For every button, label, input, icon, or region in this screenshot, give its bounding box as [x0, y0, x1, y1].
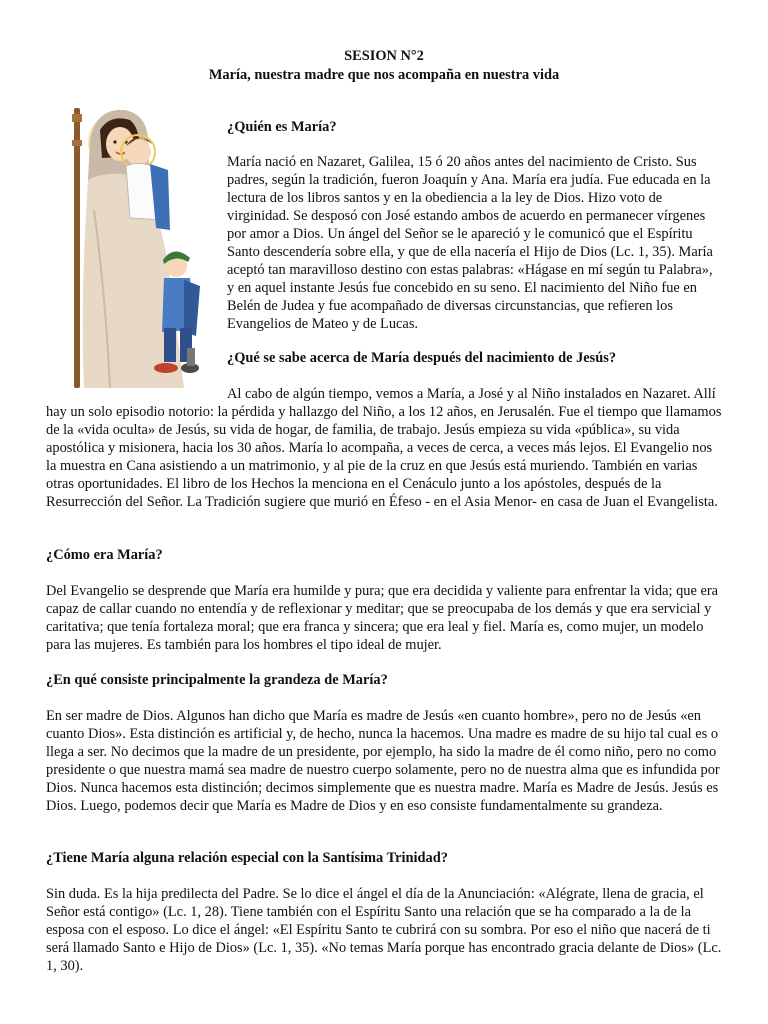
answer-paragraph: En ser madre de Dios. Algunos han dicho que María es madre de Jesús «en cuanto hombre», pero no de Jesús «en cuanto Dios». Esta distinción es artificial y, de hecho, nunca la hacemos. Una madre es madre de su hijo tal cual es o llega a ser. No decimos que la madre de un presidente, por ejemplo, ha sido la madre de él como niño, pero no como presidente o que nuestra mamá sea madre de nuestro cuerpo solamente, pero no de nuestra alma que es infundida por Dios. Nunca hacemos esta distinción; decimos simplemente que es nuestra madre. María es Madre de Jesús. Jesús es Dios. Luego, podemos decir que María es Madre de Dios y en eso consiste fundamentalmente su grandeza.	[46, 708, 720, 814]
answer-paragraph	[46, 385, 726, 511]
question-heading: ¿Cómo era María?	[46, 547, 163, 563]
document-title: María, nuestra madre que nos acompaña en nuestra vida	[208, 67, 560, 83]
title-block	[0, 47, 768, 85]
question-heading: ¿Qué se sabe acerca de María después del nacimiento de Jesús?	[227, 350, 617, 366]
question-heading: ¿En qué consiste principalmente la grandeza de María?	[46, 672, 388, 688]
question-heading: ¿Tiene María alguna relación especial con la Santísima Trinidad?	[46, 850, 448, 866]
answer-paragraph: María nació en Nazaret, Galilea, 15 ó 20 años antes del nacimiento de Cristo. Sus padres, según la tradición, fueron Joaquín y Ana. María era judía. Fue educada en la lectura de los libros santos y en la obediencia a la ley de Dios. Hizo voto de virginidad. Se desposó con José estando ambos de acuerdo en permanecer vírgenes por amor a Dios. Un ángel del Señor se le apareció y le comunicó que el Espíritu Santo descendería sobre ella, y que de ella nacería el Hijo de Dios (Lc. 1, 35). María aceptó tan maravilloso destino con estas palabras: «Hágase en mí según tu Palabra», y en aquel instante Jesús fue concebido en su seno. El nacimiento del Niño fue en Belén de Judea y fue acompañado de diversas circunstancias, que refieren los Evangelios de Mateo y de Lucas.	[227, 154, 713, 332]
mary-with-children-illustration	[66, 100, 216, 398]
answer-paragraph: Sin duda. Es la hija predilecta del Padre. Se lo dice el ángel el día de la Anunciación: «Alégrate, llena de gracia, el Señor está contigo» (Lc. 1, 28). Tiene también con el Espíritu Santo una relación que se ha comparado a la de la esposa con el esposo. Lo dice el ángel: «El Espíritu Santo te cubrirá con su sombra. Por eso el niño que nacerá de ti será llamado Santo e Hijo de Dios» (Lc. 1, 35). «No temas María porque has encontrado gracia delante de Dios» (Lc. 1, 30).	[46, 886, 722, 974]
answer-paragraph: Del Evangelio se desprende que María era humilde y pura; que era decidida y valiente para enfrentar la vida; que era capaz de callar cuando no entendía y de reflexionar y meditar; que se preocupaba de los demás y que era servicial y caritativa; que tenía fortaleza moral; que era franca y sincera; que era leal y fiel. María es, como mujer, un modelo para las mujeres. Es también para los hombres el tipo ideal de mujer.	[46, 583, 719, 653]
session-number: SESION N°2	[344, 48, 424, 64]
question-heading: ¿Quién es María?	[227, 119, 337, 135]
answer-text: Al cabo de algún tiempo, vemos a María, a José y al Niño instalados en Nazaret. Allí hay un solo episodio notorio: la pérdida y hallazgo del Niño, a los 12 años, en Jerusalén. Fue el tiempo que llamamos de la «vida oculta» de Jesús, su vida de hogar, de familia, de trabajo. Jesús empieza su vida «pública», su vida apostólica y misionera, hacia los 30 años. María lo acompaña, a veces de cerca, a veces más lejos. El Evangelio nos la muestra en Cana asistiendo a un matrimonio, y al pie de la cruz en que Jesús está muriendo. También en varias otras oportunidades. El libro de los Hechos la menciona en el Cenáculo junto a los apóstoles, después de la Resurrección del Señor. La Tradición sugiere que murió en Éfeso - en el Asia Menor- en casa de Juan el Evangelista.	[46, 386, 722, 510]
